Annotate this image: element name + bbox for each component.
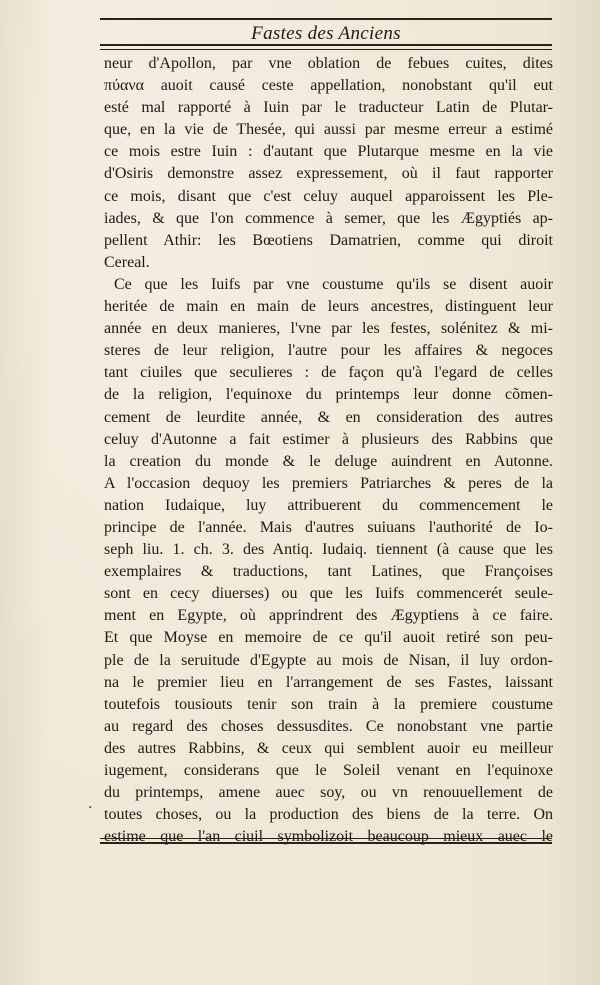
text-line: nation Iudaique, luy attribuerent du commencement le [104, 496, 553, 514]
text-line: estime que l'an ciuil symbolizoit beaucoup mieux auec le [104, 828, 553, 846]
text-line: steres de leur religion, l'autre pour les affaires & negoces [104, 342, 553, 360]
running-head-title: Fastes des Anciens [251, 23, 401, 44]
text-line: Et que Moyse en memoire de ce qu'il auoit retiré son peu- [104, 629, 553, 647]
text-line: Ce que les Iuifs par vne coustume qu'ils se disent auoir [114, 275, 553, 293]
margin-mark: · [88, 800, 93, 816]
text-line: iades, & que l'on commence à semer, que les Ægyptiés ap- [104, 209, 553, 227]
text-line: A l'occasion dequoy les premiers Patriarches & peres de la [104, 474, 553, 492]
text-line: tant ciuiles que seculieres : de façon qu'à l'egard de celles [104, 364, 553, 382]
paragraph-2 [104, 274, 553, 848]
paragraph-1 [104, 53, 553, 274]
text-line: esté mal rapporté à Iuin par le traducteur Latin de Plutar- [104, 99, 553, 117]
text-line: πύανα auoit causé ceste appellation, nonobstant qu'il eut [104, 77, 553, 95]
text-line: sont en cecy diuerses) ou que les Iuifs commencerét seule- [104, 585, 553, 603]
text-line: pellent Athir: les Bœotiens Damatrien, comme qui diroit [104, 231, 553, 249]
text-block [104, 53, 553, 848]
text-line: ment en Egypte, où apprindrent des Ægyptiens à ce faire. [104, 607, 553, 625]
text-line: Cereal. [104, 253, 150, 271]
text-line: principe de l'année. Mais d'autres suiuans l'authorité de Io- [104, 518, 553, 536]
text-line: heritée de main en main de leurs ancestres, distinguent leur [104, 298, 553, 316]
text-line: ce mois estre Iuin : d'autant que Plutarque mesme en la vie [104, 143, 553, 161]
text-line: exemplaires & traductions, tant Latines, que Françoises [104, 563, 553, 581]
running-head [100, 18, 552, 44]
text-line: ce mois, disant que c'est celuy auquel apparoissent les Ple- [104, 187, 553, 205]
text-line: des autres Rabbins, & ceux qui semblent auoir eu meilleur [104, 739, 553, 757]
text-line: au regard des choses dessusdites. Ce nonobstant vne partie [104, 717, 553, 735]
text-line: année en deux manieres, l'vne par les festes, solénitez & mi- [104, 320, 553, 338]
text-line: celuy d'Autonne a fait estimer à plusieurs des Rabbins que [104, 430, 553, 448]
text-line: du printemps, amene auec soy, ou vn renouuellement de [104, 784, 553, 802]
text-line: cement de leurdite année, & en consideration des autres [104, 408, 553, 426]
text-line: na le premier lieu en l'arrangement de ses Fastes, laissant [104, 673, 553, 691]
text-line: neur d'Apollon, par vne oblation de febues cuites, dites [104, 55, 553, 72]
text-line: que, en la vie de Thesée, qui aussi par mesme erreur a estimé [104, 121, 553, 139]
text-line: ple de la seruitude d'Egypte au mois de Nisan, il luy ordon- [104, 651, 553, 669]
text-line: seph liu. 1. ch. 3. des Antiq. Iudaiq. tiennent (à cause que les [104, 541, 553, 559]
text-line: toutes choses, ou la production des biens de la terre. On [104, 806, 553, 824]
text-line: toutefois tousiouts tenir son train à la premiere coustume [104, 695, 553, 713]
text-line: iugement, considerans que le Soleil venant en l'equinoxe [104, 762, 553, 779]
text-line: d'Osiris demonstre assez expressement, où il faut rapporter [104, 165, 553, 183]
text-line: la creation du monde & le deluge auindrent en Autonne. [104, 452, 553, 470]
text-line: de la religion, l'equinoxe du printemps leur donne cõmen- [104, 386, 553, 404]
